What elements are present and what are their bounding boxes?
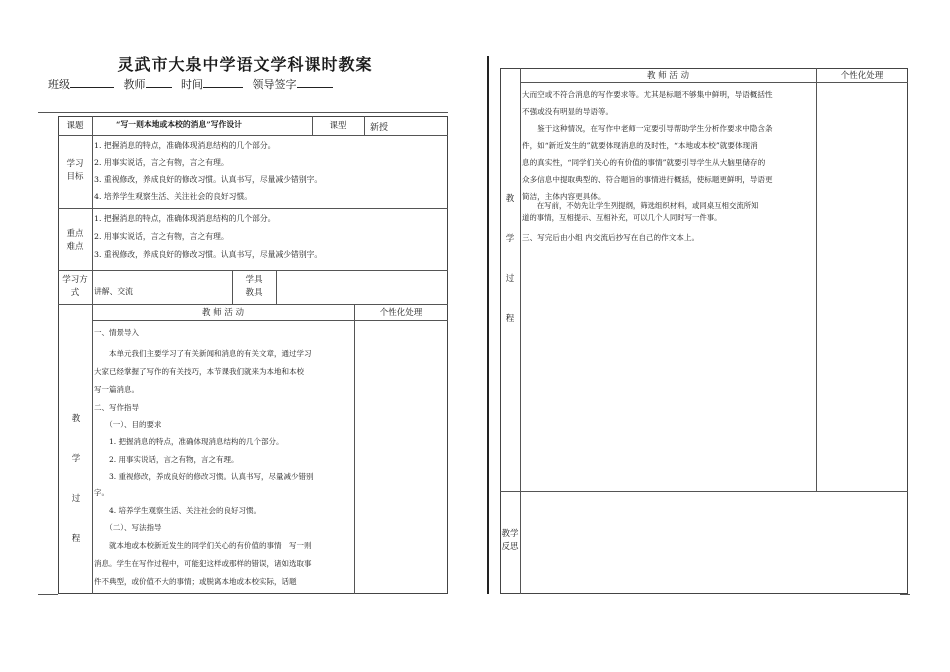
process-line: 1. 把握消息的特点，准确体现消息结构的几个部分。	[94, 437, 284, 446]
process-line: 不强或没有明显的导语等。	[522, 107, 614, 116]
process-line: 件，如“新近发生的”就要体现消息的及时性，“本地或本校”就要体现消	[522, 141, 758, 150]
process-line: 2. 用事实说话，言之有物，言之有理。	[94, 455, 239, 464]
process-line: 本单元我们主要学习了有关新闻和消息的有关文章，通过学习	[94, 349, 312, 358]
right-activity-header: 教 师 活 动	[646, 71, 690, 81]
left-bottom-tick	[38, 594, 58, 595]
process-line: 二、写作指导	[94, 403, 139, 412]
topic-value: “写一则本地或本校的消息”写作设计	[116, 120, 242, 129]
topic-label: 课题	[66, 121, 84, 131]
process-line: 一、情景导入	[94, 328, 139, 337]
process-line: 鉴于这种情况，在写作中老师一定要引导帮助学生分析作要求中隐含条	[522, 124, 773, 133]
key-item: 1. 把握消息的特点，准确体现消息结构的几个部分。	[94, 214, 276, 223]
process-line: 件不典型，或价值不大的事情；或脱离本地或本校实际，话题	[94, 577, 297, 586]
reflection-label: 教学 反思	[501, 529, 519, 552]
leader-blank	[297, 77, 333, 88]
goals-label: 学习 目标	[66, 159, 84, 182]
method-value: 讲解、交流	[94, 287, 133, 296]
key-item: 2. 用事实说话，言之有物，言之有理。	[94, 232, 229, 241]
left-activity-header: 教 师 活 动	[201, 308, 245, 318]
time-label: 时间	[181, 78, 203, 91]
key-item: 3. 重视修改，养成良好的修改习惯。认真书写，尽量减少错别字。	[94, 250, 323, 259]
leader-label: 领导签字	[252, 78, 297, 91]
method-label: 学习方 式	[62, 275, 88, 298]
goal-item: 3. 重视修改，养成良好的修改习惯。认真书写，尽量减少错别字。	[94, 175, 323, 184]
process-line: （二）、写法指导	[94, 523, 162, 532]
process-line: 众多信息中提取典型的、符合题旨的事情进行概括，使标题更鲜明，导语更	[522, 175, 773, 184]
process-line: 3. 重视修改，养成良好的修改习惯。认真书写，尽量减少错别	[94, 472, 314, 481]
class-label: 班级	[48, 78, 70, 91]
type-value: 新授	[370, 123, 389, 133]
teacher-label: 教师	[123, 78, 146, 91]
process-line: 大而空或不符合消息的写作要求等。尤其是标题不够集中鲜明，导语概括性	[522, 90, 773, 99]
process-line: 简洁，主体内容更具体。	[522, 192, 606, 201]
process-line: 息的真实性，“同学们关心的有价值的事情”就要引导学生从大脑里储存的	[522, 158, 766, 167]
goal-item: 1. 把握消息的特点，准确体现消息结构的几个部分。	[94, 141, 276, 150]
right-bottom-tick	[900, 594, 910, 595]
goal-item: 2. 用事实说话，言之有物，言之有理。	[94, 158, 229, 167]
process-line: （一）、目的要求	[94, 420, 162, 429]
time-blank	[203, 77, 243, 88]
right-personal-header: 个性化处理	[840, 71, 884, 81]
process-line: 在写前，不妨先让学生列提纲，筛选组织材料，或同桌互相交流所知	[522, 201, 759, 210]
keys-label: 重点 难点	[66, 229, 84, 252]
page-title: 灵武市大泉中学语文学科课时教案	[117, 55, 373, 74]
right-process-label: 教 学 过 程	[505, 194, 515, 324]
left-process-label: 教 学 过 程	[71, 414, 81, 544]
process-line: 道的事情，互相提示、互相补充，可以几个人同时写一件事。	[522, 213, 722, 222]
left-top-rule	[38, 112, 448, 113]
teacher-blank	[146, 77, 172, 88]
type-label: 课型	[329, 121, 347, 131]
page-divider	[487, 56, 489, 594]
process-line: 4. 培养学生观察生活、关注社会的良好习惯。	[94, 506, 262, 515]
process-line: 消息。学生在写作过程中，可能犯这样或那样的错误，诸如选取事	[94, 559, 312, 568]
process-line: 写一篇消息。	[94, 385, 139, 394]
process-line: 大家已经掌握了写作的有关技巧，本节课我们就来为本地和本校	[94, 367, 304, 376]
tools-label: 学具 教具	[245, 275, 263, 298]
left-personal-header: 个性化处理	[379, 308, 423, 318]
process-line: 字。	[94, 488, 109, 497]
meta-line	[48, 76, 333, 92]
process-line: 就本地或本校新近发生的同学们关心的有价值的事情 写一则	[94, 541, 312, 550]
process-line: 三、写完后由小组 内交流后抄写在自己的作文本上。	[522, 233, 700, 242]
class-blank	[70, 77, 114, 88]
goal-item: 4. 培养学生观察生活、关注社会的良好习惯。	[94, 192, 253, 201]
